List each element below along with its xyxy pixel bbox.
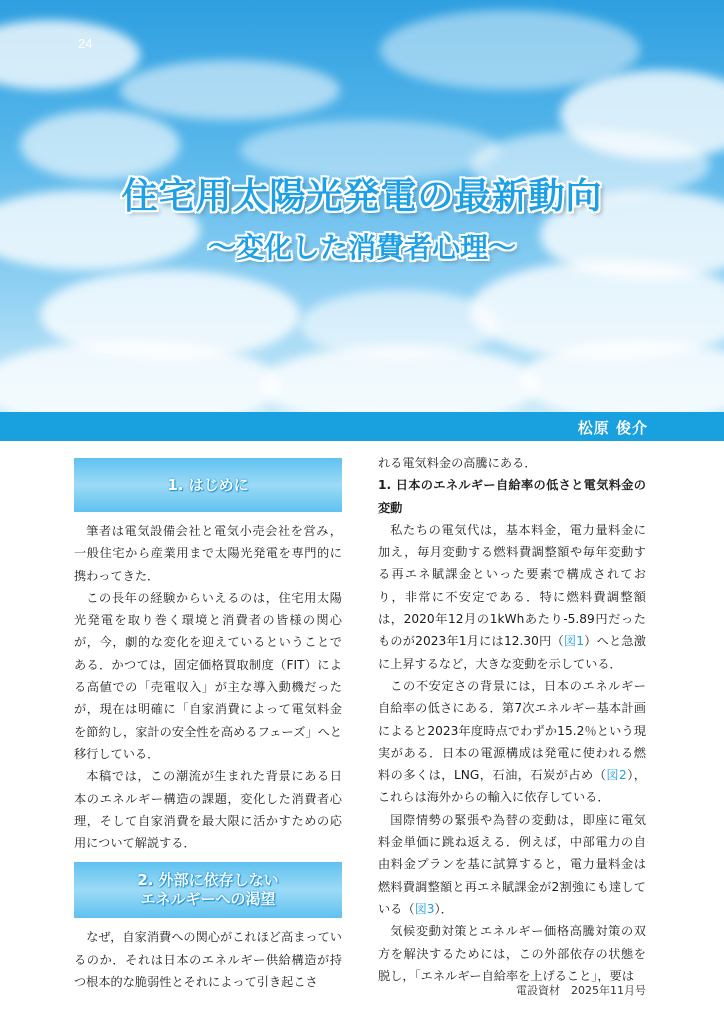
- section-heading-1: [74, 458, 342, 512]
- paragraph: [378, 519, 646, 675]
- section-heading-2-line2: エネルギーへの渇望: [140, 890, 276, 909]
- left-column: [74, 458, 342, 993]
- figure-reference-2: 図2: [606, 768, 627, 783]
- author-band: [0, 412, 724, 441]
- paragraph: 筆者は電気設備会社と電気小売会社を営み，一般住宅から産業用まで太陽光発電を専門的に携わってきた．: [74, 524, 342, 583]
- subsection-heading: 1. 日本のエネルギー自給率の低さと電気料金の変動: [378, 478, 646, 515]
- section-heading-2-line1: 2. 外部に依存しない: [137, 871, 279, 890]
- figure-reference-3: 図3: [414, 901, 435, 916]
- text: ）へと急激に上昇するなど，大きな変動を示している．: [378, 634, 646, 671]
- text: ）．: [434, 901, 453, 916]
- text: この不安定さの背景には，日本のエネルギー自給率の低さにある．第7次エネルギー基本計画によると2023年度時点でわずか15.2％という現実がある．日本の電源構成は発電に使われる燃料の多くは，LNG，石油，石炭が占め（: [378, 678, 646, 783]
- sky-header-image: [0, 0, 724, 412]
- text: ），これらは海外からの輸入に依存している．: [378, 768, 646, 805]
- paragraph: 気候変動対策とエネルギー価格高騰対策の双方を解決するためには，この外部依存の状態を脱し，「エネルギー自給率を上げること」，要は: [378, 924, 646, 983]
- paragraph: 本稿では，この潮流が生まれた背景にある日本のエネルギー構造の課題，変化した消費者心理，そして自家消費を最大限に活かすための応用について解説する．: [74, 769, 342, 851]
- paragraph: [378, 675, 646, 809]
- page-number: 24: [78, 36, 93, 51]
- author-name: 松原 俊介: [577, 419, 648, 437]
- section-heading-2: [74, 862, 342, 918]
- section-heading-1-label: 1. はじめに: [167, 475, 249, 494]
- right-column: [378, 452, 646, 987]
- figure-reference-1: 図1: [563, 634, 585, 649]
- text: 私たちの電気代は，基本料金，電力量料金に加え，毎月変動する燃料費調整額や毎年変動する再エネ賦課金といった要素で構成されており，非常に不安定である．特に燃料費調整額は，2020年12月の1kWhあたり-5.89円だったものが2023年1月には12.30円（: [378, 522, 646, 649]
- article-title: 住宅用太陽光発電の最新動向: [121, 176, 603, 217]
- paragraph: [378, 809, 646, 920]
- paragraph: この長年の経験からいえるのは，住宅用太陽光発電を取り巻く環境と消費者の皆様の関心が，今，劇的な変化を迎えているということである．かつては，固定価格買取制度（FIT）による高値での「売電収入」が主な導入動機だったが，現在は明確に「自家消費によって電気料金を節約し，家計の安全性を高めるフェーズ」へと移行している．: [74, 590, 342, 761]
- text: 国際情勢の緊張や為替の変動は，即座に電気料金単価に跳ね返える．例えば，中部電力の自由料金プランを基に試算すると，電力量料金は燃料費調整額と再エネ賦課金が2割強にも達している（: [378, 812, 646, 916]
- paragraph: なぜ，自家消費への関心がこれほど高まっているのか．それは日本のエネルギー供給構造が持つ根本的な脆弱性とそれによって引き起こさ: [74, 930, 342, 990]
- article-subtitle: ～変化した消費者心理～: [207, 231, 516, 264]
- page-footer: 電設資材 2025年11月号: [516, 984, 646, 997]
- paragraph-continuation: れる電気料金の高騰にある．: [378, 456, 537, 470]
